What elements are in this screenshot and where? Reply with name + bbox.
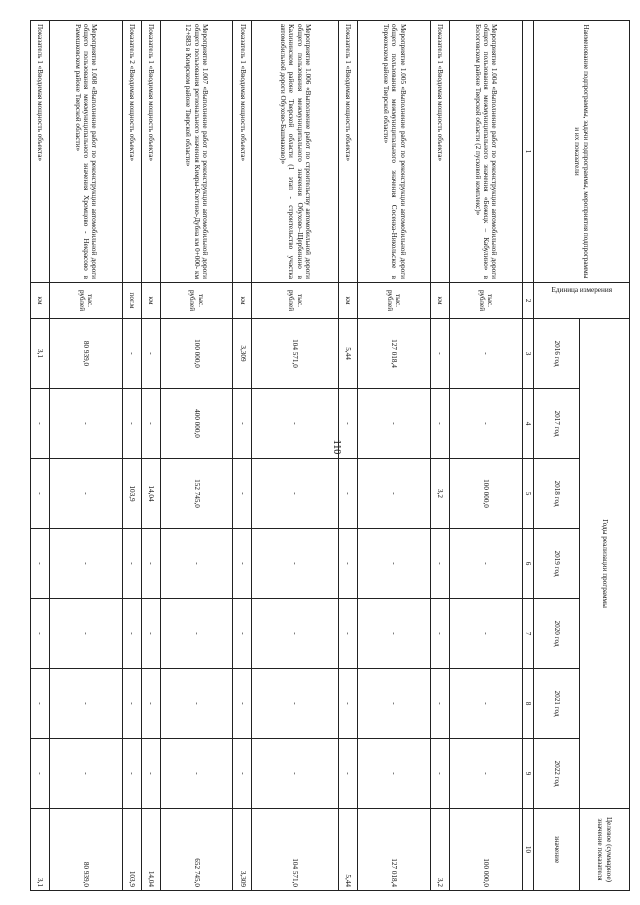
row-year-value: - bbox=[31, 459, 50, 529]
row-year-value: - bbox=[358, 599, 431, 669]
row-year-value: - bbox=[358, 529, 431, 599]
row-year-value: - bbox=[358, 669, 431, 739]
row-year-value: - bbox=[49, 739, 122, 809]
row-year-value: - bbox=[233, 389, 252, 459]
row-target-value: 3,309 bbox=[233, 809, 252, 891]
col-index: 3 bbox=[523, 319, 534, 389]
row-year-value: - bbox=[252, 529, 339, 599]
row-year-value: - bbox=[141, 739, 160, 809]
row-year-value: - bbox=[252, 599, 339, 669]
row-year-value: - bbox=[431, 739, 450, 809]
col-index: 8 bbox=[523, 669, 534, 739]
table-row bbox=[31, 21, 50, 891]
row-target-value: 5,44 bbox=[339, 809, 358, 891]
row-year-value: - bbox=[450, 319, 523, 389]
row-name: Показатель 1 «Вводимая мощность объекта» bbox=[31, 21, 50, 283]
row-year-value: - bbox=[339, 459, 358, 529]
row-year-value: - bbox=[141, 389, 160, 459]
table-row bbox=[233, 21, 252, 891]
row-target-value: 652 745,0 bbox=[160, 809, 233, 891]
row-year-value: - bbox=[252, 669, 339, 739]
row-unit: тыс. рублей bbox=[160, 283, 233, 319]
col-index: 2 bbox=[523, 283, 534, 319]
col-index: 4 bbox=[523, 389, 534, 459]
row-year-value: - bbox=[141, 669, 160, 739]
row-year-value: - bbox=[31, 739, 50, 809]
row-year-value: 100 000,0 bbox=[160, 319, 233, 389]
row-year-value: - bbox=[160, 739, 233, 809]
row-year-value: 104 571,0 bbox=[252, 319, 339, 389]
row-year-value: - bbox=[141, 599, 160, 669]
row-target-value: 127 018,4 bbox=[358, 809, 431, 891]
row-year-value: 400 000,0 bbox=[160, 389, 233, 459]
table-row bbox=[358, 21, 431, 891]
row-year-value: - bbox=[339, 739, 358, 809]
row-unit: км bbox=[431, 283, 450, 319]
row-year-value: - bbox=[160, 669, 233, 739]
row-year-value: - bbox=[252, 389, 339, 459]
col-index: 7 bbox=[523, 599, 534, 669]
col-index: 10 bbox=[523, 809, 534, 891]
row-name: Показатель 1 «Вводимая мощность объекта» bbox=[233, 21, 252, 283]
row-unit: тыс. рублей bbox=[49, 283, 122, 319]
row-year-value: - bbox=[339, 529, 358, 599]
row-year-value: - bbox=[49, 459, 122, 529]
row-name: Мероприятие 1.007 «Выполнение работ по реконструкции автомобильной дороги общего пользования регионального значения Кимры-Клетино-Дубна км 0+000- км 12+883 в Кимрском районе Тверской области» bbox=[160, 21, 233, 283]
col-index: 6 bbox=[523, 529, 534, 599]
row-year-value: - bbox=[122, 599, 141, 669]
row-year-value: 152 745,0 bbox=[160, 459, 233, 529]
table-row bbox=[141, 21, 160, 891]
row-year-value: - bbox=[122, 739, 141, 809]
rotated-table-container bbox=[30, 20, 630, 890]
row-target-value: 104 571,0 bbox=[252, 809, 339, 891]
row-year-value: - bbox=[233, 669, 252, 739]
table-row bbox=[160, 21, 233, 891]
row-target-value: 14,04 bbox=[141, 809, 160, 891]
row-unit: пог.м bbox=[122, 283, 141, 319]
row-year-value: - bbox=[141, 529, 160, 599]
row-year-value: - bbox=[450, 599, 523, 669]
row-year-value: - bbox=[339, 669, 358, 739]
header-year: 2021 год bbox=[534, 669, 580, 739]
row-unit: тыс. рублей bbox=[450, 283, 523, 319]
row-year-value: - bbox=[122, 319, 141, 389]
row-year-value: - bbox=[49, 599, 122, 669]
row-name: Мероприятие 1.004 «Выполнение работ по реконструкции автомобильной дороги общего пользования межмуниципального значения «Бежецк – Кабулино» в Бологовском районе Тверской области (2 пусковой комплекс)» bbox=[450, 21, 523, 283]
row-target-value: 80 939,0 bbox=[49, 809, 122, 891]
row-target-value: 3,2 bbox=[431, 809, 450, 891]
row-year-value: - bbox=[141, 319, 160, 389]
row-year-value: - bbox=[252, 459, 339, 529]
row-unit: км bbox=[141, 283, 160, 319]
header-year: 2020 год bbox=[534, 599, 580, 669]
row-year-value: - bbox=[233, 529, 252, 599]
row-year-value: - bbox=[450, 389, 523, 459]
row-year-value: - bbox=[358, 459, 431, 529]
header-name: Наименование подпрограммы, задачи подпрограммы, мероприятия подпрограммы и их показатели bbox=[534, 21, 630, 283]
row-unit: км bbox=[233, 283, 252, 319]
row-year-value: - bbox=[450, 739, 523, 809]
row-year-value: - bbox=[233, 459, 252, 529]
row-unit: км bbox=[31, 283, 50, 319]
row-target-value: 103,9 bbox=[122, 809, 141, 891]
row-year-value: 80 939,0 bbox=[49, 319, 122, 389]
row-year-value: - bbox=[358, 389, 431, 459]
row-year-value: 14,04 bbox=[141, 459, 160, 529]
row-target-value: 3,1 bbox=[31, 809, 50, 891]
row-name: Мероприятие 1.005 «Выполнение работ по реконструкции автомобильной дороги общего пользования межмуниципального значения Сосенка-Никольское в Торжокском районе Тверской области» bbox=[358, 21, 431, 283]
row-name: Мероприятие 1.008 «Выполнение работ по реконструкции автомобильной дороги общего пользования межмуниципального значения Хромцово - Некрасово в Рамешковском районе Тверской области» bbox=[49, 21, 122, 283]
table-row bbox=[450, 21, 523, 891]
table-row bbox=[339, 21, 358, 891]
row-unit: тыс. рублей bbox=[252, 283, 339, 319]
row-target-value: 100 000,0 bbox=[450, 809, 523, 891]
header-year: 2018 год bbox=[534, 459, 580, 529]
row-year-value: - bbox=[160, 529, 233, 599]
table-row bbox=[122, 21, 141, 891]
header-years-group: Годы реализации программы bbox=[580, 319, 630, 809]
row-year-value: - bbox=[339, 389, 358, 459]
row-year-value: - bbox=[431, 669, 450, 739]
row-year-value: - bbox=[122, 389, 141, 459]
page-number: 110 bbox=[331, 439, 342, 455]
row-year-value: 3,2 bbox=[431, 459, 450, 529]
row-unit: км bbox=[339, 283, 358, 319]
row-name: Показатель 2 «Вводимая мощность объекта» bbox=[122, 21, 141, 283]
col-index: 1 bbox=[523, 21, 534, 283]
row-year-value: 103,9 bbox=[122, 459, 141, 529]
row-year-value: - bbox=[31, 529, 50, 599]
header-year: 2019 год bbox=[534, 529, 580, 599]
row-name: Показатель 1 «Вводимая мощность объекта» bbox=[141, 21, 160, 283]
row-year-value: - bbox=[31, 389, 50, 459]
program-table bbox=[30, 20, 630, 891]
row-year-value: - bbox=[31, 669, 50, 739]
header-year: 2016 год bbox=[534, 319, 580, 389]
col-index: 5 bbox=[523, 459, 534, 529]
row-name: Мероприятие 1.006 «Выполнение работ по строительству автомобильной дороги общего пользования межмуниципального значения Обухово–Щербинино в Калининском районе Тверской области (1 этап - строительство участка автомобильной дороги Обухово-Башмаково)» bbox=[252, 21, 339, 283]
row-year-value: - bbox=[122, 669, 141, 739]
row-year-value: - bbox=[31, 599, 50, 669]
row-year-value: 100 000,0 bbox=[450, 459, 523, 529]
row-name: Показатель 1 «Вводимая мощность объекта» bbox=[431, 21, 450, 283]
row-year-value: - bbox=[431, 319, 450, 389]
row-year-value: - bbox=[431, 389, 450, 459]
header-year: 2017 год bbox=[534, 389, 580, 459]
row-year-value: 127 018,4 bbox=[358, 319, 431, 389]
header-unit: Единица измерения bbox=[534, 283, 630, 319]
row-year-value: - bbox=[160, 599, 233, 669]
table-row bbox=[252, 21, 339, 891]
row-year-value: - bbox=[450, 669, 523, 739]
row-year-value: - bbox=[49, 529, 122, 599]
row-year-value: - bbox=[49, 389, 122, 459]
table-row bbox=[49, 21, 122, 891]
row-year-value: - bbox=[233, 739, 252, 809]
row-year-value: - bbox=[122, 529, 141, 599]
row-year-value: - bbox=[339, 599, 358, 669]
row-year-value: - bbox=[450, 529, 523, 599]
row-year-value: 3,1 bbox=[31, 319, 50, 389]
row-year-value: - bbox=[49, 669, 122, 739]
row-unit: тыс. рублей bbox=[358, 283, 431, 319]
row-year-value: 3,309 bbox=[233, 319, 252, 389]
row-name: Показатель 1 «Вводимая мощность объекта» bbox=[339, 21, 358, 283]
row-year-value: - bbox=[233, 599, 252, 669]
column-index-row bbox=[523, 21, 534, 891]
table-row bbox=[431, 21, 450, 891]
row-year-value: - bbox=[431, 599, 450, 669]
header-target: Целевое (суммарное) значение показателя bbox=[580, 809, 630, 891]
header-target-value: значение bbox=[534, 809, 580, 891]
row-year-value: - bbox=[431, 529, 450, 599]
col-index: 9 bbox=[523, 739, 534, 809]
row-year-value: 5,44 bbox=[339, 319, 358, 389]
row-year-value: - bbox=[358, 739, 431, 809]
header-year: 2022 год bbox=[534, 739, 580, 809]
row-year-value: - bbox=[252, 739, 339, 809]
